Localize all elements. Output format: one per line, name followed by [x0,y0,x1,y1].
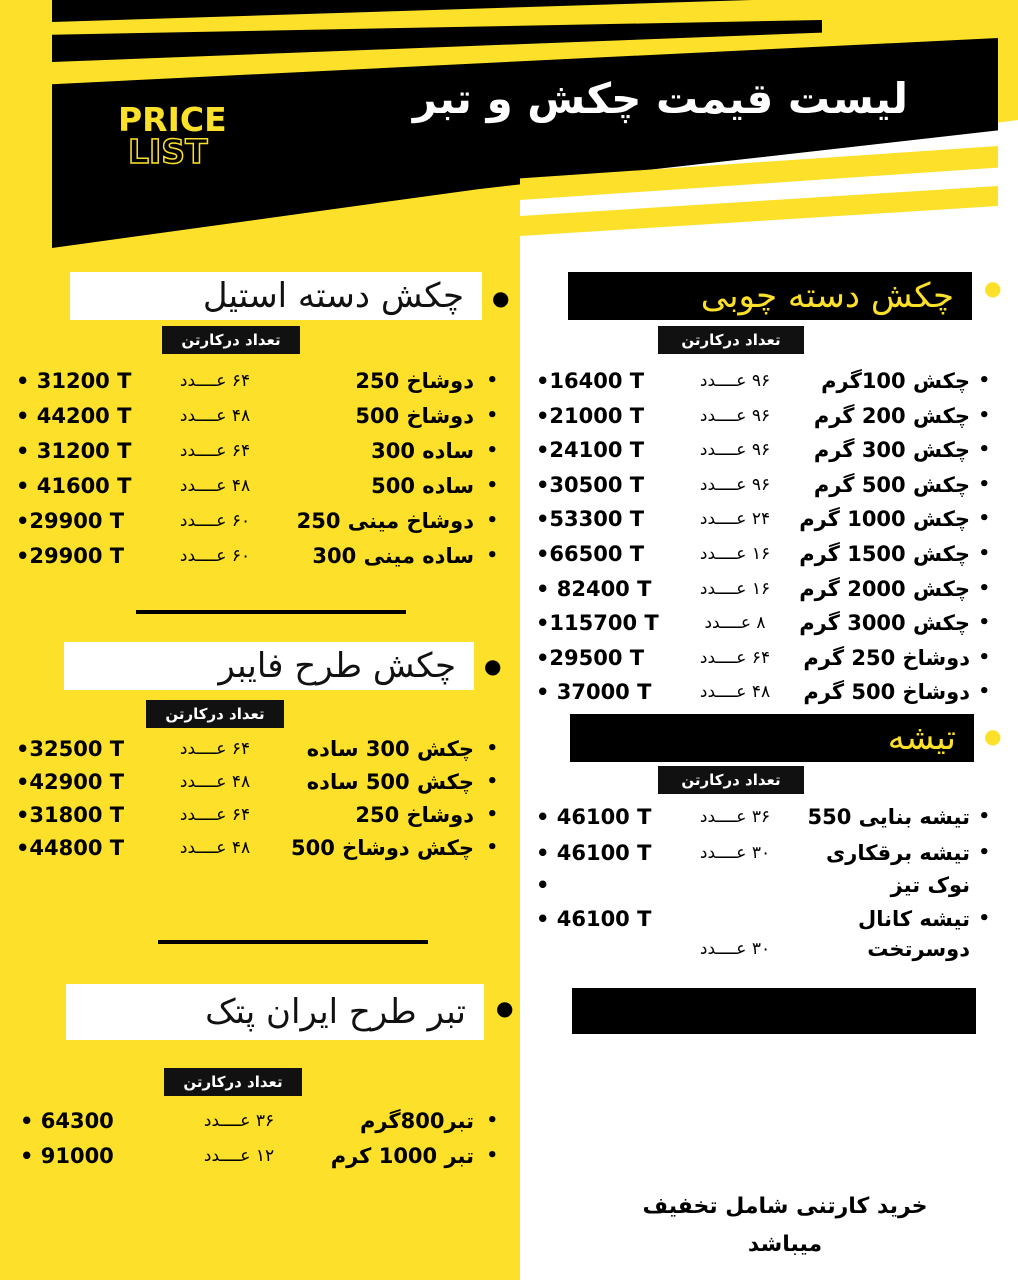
item-name: چکش 3000 گرم [799,611,970,636]
section-bullet-icon: ● [492,286,510,310]
list-item [530,606,1000,640]
bullet-icon: • [486,804,498,825]
carton-label: تعداد درکارتن [164,1068,302,1096]
bullet-icon: • [978,439,990,461]
list-item [530,675,1000,709]
item-quantity: ۱۲ عــــدد [203,1146,275,1166]
bullet-icon: • [486,837,498,858]
bullet-icon: • [978,646,990,668]
item-quantity: ۹۶ عــــدد [699,440,771,461]
bullet-icon: • [978,577,990,599]
item-quantity: ۱۶ عــــدد [699,578,771,599]
bullet-icon: • [978,370,990,391]
list-item [530,537,1000,571]
bullet-icon: • [486,405,498,426]
section-divider [136,610,406,614]
item-name: ساده 500 [371,474,474,498]
item-quantity: ۳۰ عــــدد [699,843,771,863]
item-price: • 82400 T [536,576,652,601]
list-item [10,1139,510,1173]
item-quantity: ۴۸ عــــدد [179,406,251,426]
bullet-icon: • [978,508,990,530]
item-price: •44800 T [16,836,125,860]
item-price: •16400 T [536,369,645,393]
list-item [10,434,510,468]
item-quantity: ۶۴ عــــدد [179,371,251,391]
item-quantity: ۳۰ عــــدد [699,939,771,959]
carton-label: تعداد درکارتن [658,326,804,354]
list-item [530,902,1000,936]
black-banner [572,988,976,1034]
item-price: • 41600 T [16,474,132,498]
list-item [530,399,1000,433]
list-item [530,641,1000,675]
section-title-axe: تبر طرح ایران پتک [66,984,484,1040]
list-item [530,932,1000,966]
section-title-wood: چکش دسته چوبی [568,272,972,320]
item-name: دوشاخ 250 [355,803,474,827]
list-item [530,800,1000,834]
item-price: •24100 T [536,438,645,463]
item-name: چکش 500 گرم [813,472,970,497]
item-name: دوشاخ مینی 250 [296,509,474,533]
item-quantity: ۴۸ عــــدد [179,476,251,496]
item-quantity: ۶۴ عــــدد [699,647,771,668]
list-item [10,831,510,865]
item-name: چکش 200 گرم [813,403,970,428]
bullet-icon: • [486,370,498,391]
item-name: تبر800گرم [359,1109,474,1133]
bullet-icon: • [486,771,498,792]
list-item [530,364,1000,398]
item-price: • 31200 T [16,369,132,393]
bullet-icon: • [978,404,990,426]
section-bullet-icon: ● [484,654,502,678]
list-item [10,765,510,799]
item-price: •115700 T [536,611,659,636]
section-title-fiber: چکش طرح فایبر [64,642,474,690]
item-quantity: ۴۸ عــــدد [179,838,251,858]
item-name: دوشاخ 500 [355,404,474,428]
carton-label: تعداد درکارتن [146,700,284,728]
item-price: • 64300 [20,1109,114,1133]
item-price: •30500 T [536,472,645,497]
item-price: • 91000 [20,1144,114,1168]
item-name: تبر 1000 کرم [330,1144,474,1168]
item-quantity: ۶۴ عــــدد [179,805,251,825]
list-item [10,1104,510,1138]
discount-note-line2: میباشد [747,1232,823,1257]
item-quantity: ۳۶ عــــدد [203,1111,275,1131]
section-bullet-icon: ● [496,996,514,1020]
item-price: •66500 T [536,542,645,566]
item-name: چکش 2000 گرم [799,576,970,601]
list-item [530,468,1000,502]
bullet-icon: • [486,738,498,759]
item-name: چکش 300 گرم [813,438,970,463]
list-item [530,433,1000,467]
section-bullet-icon: ● [984,276,1002,300]
item-quantity: ۳۶ عــــدد [699,807,771,827]
item-name: دوشاخ 250 گرم [803,645,970,670]
item-price: • [536,873,550,897]
item-price: •29900 T [16,544,125,568]
discount-note-line1: خرید کارتنی شامل تخفیف [642,1194,928,1219]
item-name: دوشاخ 500 گرم [803,680,970,705]
item-name: نوک تیز [890,873,970,897]
item-name: چکش 1500 گرم [799,542,970,566]
item-price: •29500 T [536,645,645,670]
item-quantity: ۶۰ عــــدد [179,511,251,531]
list-item [530,868,1000,902]
bullet-icon: • [978,908,990,929]
bullet-icon: • [486,545,498,566]
list-item [10,798,510,832]
item-price: • 46100 T [536,805,652,829]
list-item [10,732,510,766]
list-item [530,502,1000,536]
item-name: ساده 300 [371,439,474,463]
bullet-icon: • [486,475,498,496]
item-name: چکش 300 ساده [306,737,474,761]
list-item [10,539,510,573]
bullet-icon: • [978,842,990,863]
bullet-icon: • [978,681,990,703]
section-title-tisheh: تیشه [570,714,974,762]
item-price: •53300 T [536,507,645,532]
list-item [10,399,510,433]
item-price: •42900 T [16,770,125,794]
item-price: • 44200 T [16,404,132,428]
item-name: دوسرتخت [867,937,970,961]
item-price: •29900 T [16,509,125,533]
item-quantity: ۲۴ عــــدد [699,509,771,530]
list-item [10,504,510,538]
item-price: • 37000 T [536,680,652,705]
logo-list-word: LIST [128,132,208,171]
logo-price-word: PRICE [118,100,227,139]
item-price: •31800 T [16,803,125,827]
bullet-icon: • [486,1145,498,1166]
item-price: • 46100 T [536,907,652,931]
item-price: • 31200 T [16,439,132,463]
item-quantity: ۸ عــــدد [704,613,766,634]
price-list-logo [118,100,248,171]
item-quantity: ۴۸ عــــدد [699,682,771,703]
item-price: •21000 T [536,403,645,428]
page-title: لیست قیمت چکش و تبر [412,74,908,123]
item-quantity: ۶۴ عــــدد [179,739,251,759]
item-price: •32500 T [16,737,125,761]
item-name: چکش دوشاخ 500 [291,836,474,860]
item-name: تیشه کانال [858,907,970,931]
item-quantity: ۶۴ عــــدد [179,441,251,461]
item-name: تیشه بنایی 550 [807,805,970,829]
carton-label: تعداد درکارتن [162,326,300,354]
discount-note [620,1188,950,1264]
item-quantity: ۹۶ عــــدد [699,405,771,426]
item-quantity: ۶۰ عــــدد [179,546,251,566]
bullet-icon: • [486,440,498,461]
item-name: چکش 500 ساده [306,770,474,794]
item-name: دوشاخ 250 [355,369,474,393]
item-quantity: ۹۶ عــــدد [699,474,771,495]
item-name: چکش 1000 گرم [799,507,970,532]
bullet-icon: • [978,543,990,564]
bullet-icon: • [978,473,990,495]
list-item [10,469,510,503]
section-title-steel: چکش دسته استیل [70,272,482,320]
bullet-icon: • [978,806,990,827]
item-price: • 46100 T [536,841,652,865]
item-quantity: ۴۸ عــــدد [179,772,251,792]
carton-label: تعداد درکارتن [658,766,804,794]
list-item [10,364,510,398]
item-quantity: ۱۶ عــــدد [699,544,771,564]
bullet-icon: • [486,510,498,531]
bullet-icon: • [978,612,990,634]
list-item [530,572,1000,606]
list-item [530,836,1000,870]
section-divider [158,940,428,944]
section-bullet-icon: ● [984,724,1002,748]
bullet-icon: • [486,1110,498,1131]
item-name: ساده مینی 300 [312,544,474,568]
item-name: چکش 100گرم [821,369,970,393]
item-quantity: ۹۶ عــــدد [699,371,771,391]
item-name: تیشه برقکاری [825,841,970,865]
